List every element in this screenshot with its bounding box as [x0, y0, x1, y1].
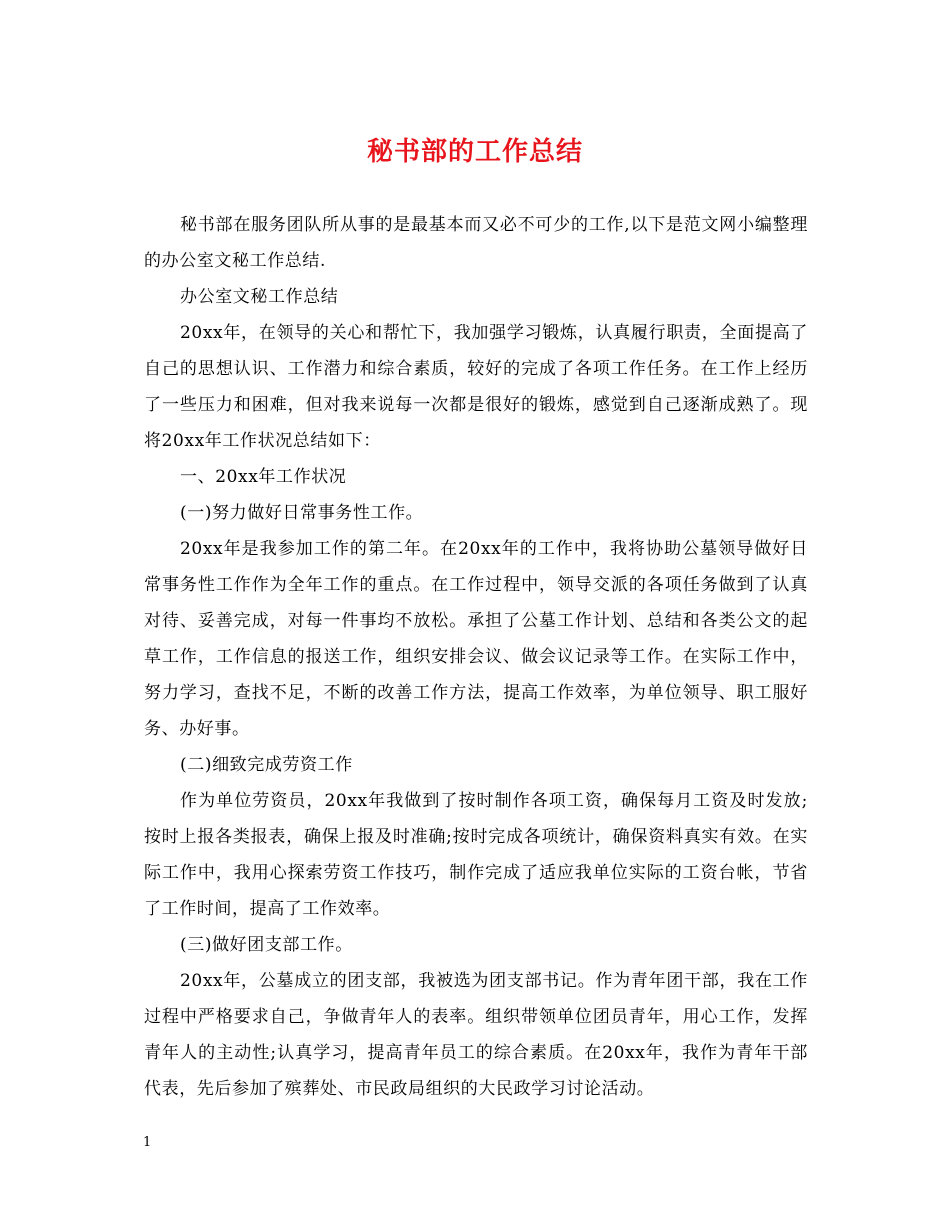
page-number: 1 — [143, 1135, 152, 1150]
subsection-heading-2: (二)细致完成劳资工作 — [180, 755, 353, 775]
subsection-heading-1: (一)努力做好日常事务性工作。 — [180, 503, 424, 523]
paragraph-daily-work: 20xx年是我参加工作的第二年。在20xx年的工作中，我将协助公墓领导做好日常事务性工作作为全年工作的重点。在工作过程中，领导交派的各项任务做到了认真对待、妥善完成，对每一件事均不放松。承担了公墓工作计划、总结和各类公文的起草工作，工作信息的报送工作，组织安排会议、做会议记录等工作。在实际工作中，努力学习，查找不足，不断的改善工作方法，提高工作效率，为单位领导、职工服好务、办好事。 — [144, 539, 808, 739]
paragraph-labor-work: 作为单位劳资员，20xx年我做到了按时制作各项工资，确保每月工资及时发放;按时上报各类报表，确保上报及时准确;按时完成各项统计，确保资料真实有效。在实际工作中，我用心探索劳资工作技巧，制作完成了适应我单位实际的工资台帐，节省了工作时间，提高了工作效率。 — [144, 791, 808, 919]
paragraph-overview: 20xx年，在领导的关心和帮忙下，我加强学习锻炼，认真履行职责，全面提高了自己的思想认识、工作潜力和综合素质，较好的完成了各项工作任务。在工作上经历了一些压力和困难，但对我来说每一次都是很好的锻炼，感觉到自己逐渐成熟了。现将20xx年工作状况总结如下： — [144, 323, 808, 451]
subsection-heading-3: (三)做好团支部工作。 — [180, 935, 353, 955]
section-heading-1: 一、20xx年工作状况 — [180, 467, 347, 487]
paragraph-intro: 秘书部在服务团队所从事的是最基本而又必不可少的工作,以下是范文网小编整理的办公室文秘工作总结. — [144, 215, 808, 271]
document-body — [144, 207, 808, 1107]
paragraph-league-work: 20xx年，公墓成立的团支部，我被选为团支部书记。作为青年团干部，我在工作过程中严格要求自己，争做青年人的表率。组织带领单位团员青年，用心工作，发挥青年人的主动性;认真学习，提高青年员工的综合素质。在20xx年，我作为青年干部代表，先后参加了殡葬处、市民政局组织的大民政学习讨论活动。 — [144, 971, 808, 1099]
document-title: 秘书部的工作总结 — [366, 137, 583, 167]
paragraph-subtitle: 办公室文秘工作总结 — [180, 287, 339, 307]
